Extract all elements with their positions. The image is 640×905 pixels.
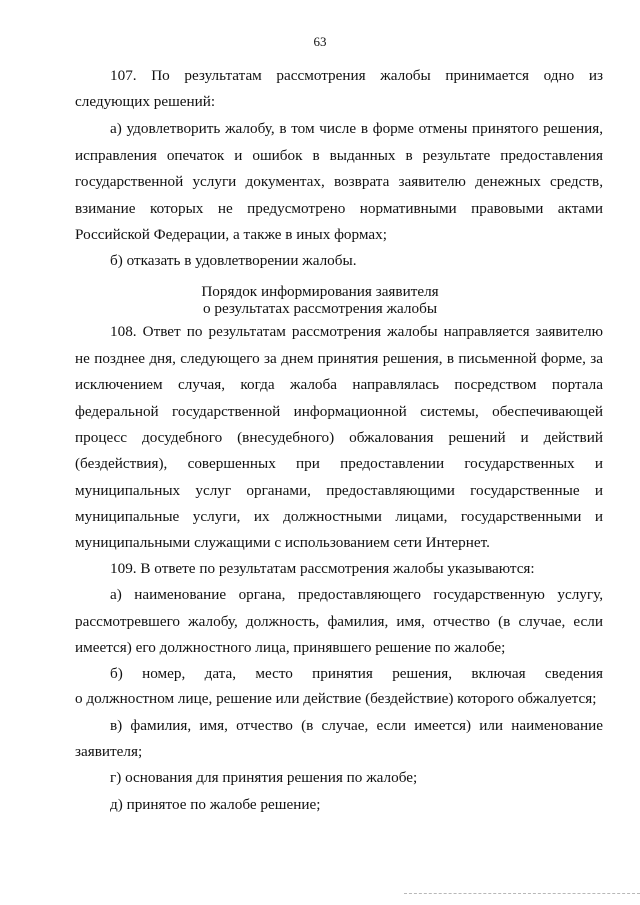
paragraph-108-line: федеральной государственной информационной системы, обеспечивающей	[75, 403, 603, 420]
paragraph-108-line: (бездействия), совершенных при предоставлении государственных и	[75, 455, 603, 472]
item-107a-line: государственной услуги документах, возврата заявителю денежных средств,	[75, 173, 603, 190]
paragraph-108-line: муниципальных услуг органами, предоставляющими государственные и	[75, 482, 603, 499]
footer-scan-line	[404, 893, 640, 894]
item-109a-line: а) наименование органа, предоставляющего государственную услугу,	[110, 586, 603, 603]
paragraph-109-line: 109. В ответе по результатам рассмотрения жалобы указываются:	[110, 560, 535, 577]
paragraph-108-line: не позднее дня, следующего за днем принятия решения, в письменной форме, за	[75, 350, 603, 367]
item-109c-line: заявителя;	[75, 743, 143, 760]
page-number: 63	[313, 34, 327, 49]
item-109b-line: б) номер, дата, место принятия решения, включая сведения	[110, 665, 603, 682]
item-109a-line: рассмотревшего жалобу, должность, фамилия, имя, отчество (в случае, если	[75, 613, 603, 630]
item-107a-line: взимание которых не предусмотрено нормативными правовыми актами	[75, 200, 603, 217]
paragraph-107-line: 107. По результатам рассмотрения жалобы принимается одно из	[110, 67, 603, 84]
item-109c-line: в) фамилия, имя, отчество (в случае, если имеется) или наименование	[110, 717, 603, 734]
item-109d-line: г) основания для принятия решения по жалобе;	[110, 769, 418, 786]
item-107a-line: исправления опечаток и ошибок в выданных в результате предоставления	[75, 147, 603, 164]
item-107b-line: б) отказать в удовлетворении жалобы.	[110, 252, 357, 269]
item-109a-line: имеется) его должностного лица, принявшего решение по жалобе;	[75, 639, 506, 656]
paragraph-108-line: процесс досудебного (внесудебного) обжалования решений и действий	[75, 429, 603, 446]
item-109e-line: д) принятое по жалобе решение;	[110, 796, 321, 813]
item-109b-line: о должностном лице, решение или действие (бездействие) которого обжалуется;	[75, 690, 597, 707]
paragraph-107-line: следующих решений:	[75, 93, 216, 110]
section-heading-line: Порядок информирования заявителя	[201, 283, 439, 300]
item-107a-line: Российской Федерации, а также в иных формах;	[75, 226, 387, 243]
item-107a-line: а) удовлетворить жалобу, в том числе в форме отмены принятого решения,	[110, 120, 603, 137]
paragraph-108-line: муниципальные услуги, их должностными лицами, государственными и	[75, 508, 603, 525]
paragraph-108-line: муниципальными служащими с использованием сети Интернет.	[75, 534, 490, 551]
paragraph-108-line: 108. Ответ по результатам рассмотрения жалобы направляется заявителю	[110, 323, 603, 340]
section-heading-line: о результатах рассмотрения жалобы	[202, 300, 438, 317]
paragraph-108-line: исключением случая, когда жалоба направлялась посредством портала	[75, 376, 603, 393]
